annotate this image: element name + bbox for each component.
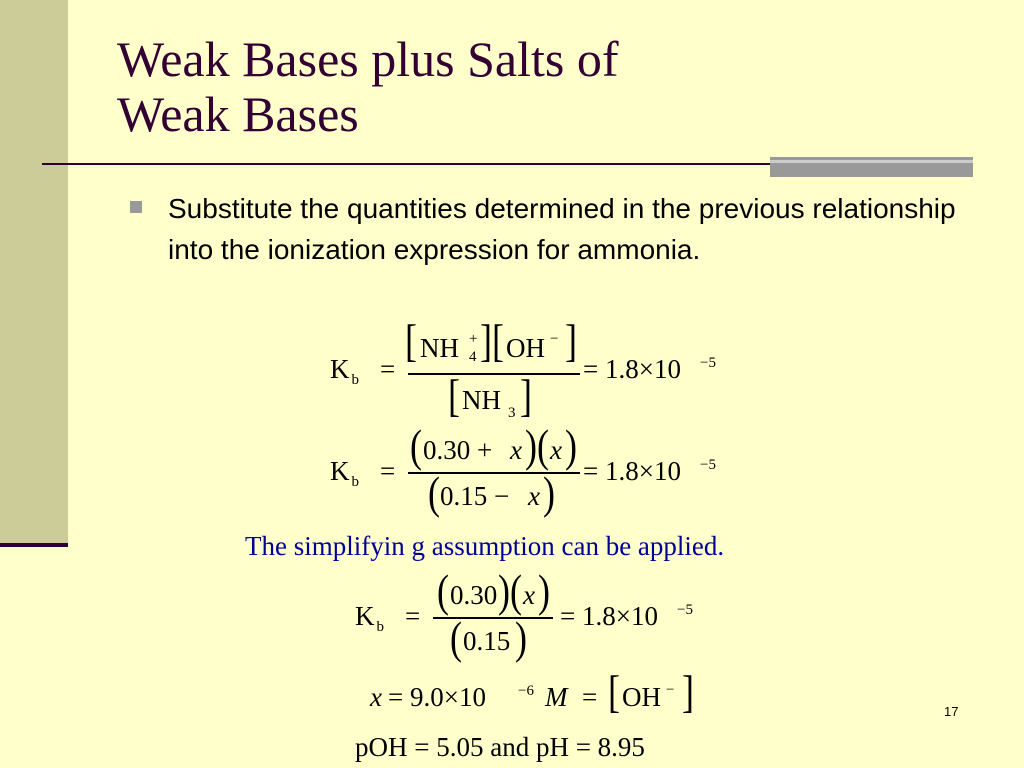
paren-close: ) bbox=[498, 566, 510, 616]
kb-exponent: −5 bbox=[677, 602, 693, 618]
assumption-note: The simplifyin g assumption can be applied. bbox=[245, 531, 725, 561]
kb-exponent: −5 bbox=[700, 355, 716, 371]
paren-open: ( bbox=[450, 613, 462, 663]
hydroxide-charge: − bbox=[666, 682, 675, 698]
kb-symbol: K $_b$ bbox=[330, 456, 359, 490]
ammonia-formula: NH bbox=[462, 385, 501, 415]
ammonia-subscript: 3 bbox=[508, 405, 516, 421]
title-line-2: Weak Bases bbox=[117, 86, 359, 142]
ammonium-subscript: 4 bbox=[469, 349, 477, 365]
fraction-bar bbox=[408, 373, 580, 375]
bracket-close: ] bbox=[480, 316, 492, 366]
molarity-unit: M bbox=[545, 682, 568, 712]
slide-number: 17 bbox=[944, 704, 959, 719]
paren-close: ) bbox=[538, 566, 550, 616]
hydroxide-charge: − bbox=[550, 331, 559, 347]
bracket-close: ] bbox=[682, 667, 694, 717]
variable-x: x bbox=[528, 481, 540, 511]
hydroxide-ion: OH bbox=[622, 682, 661, 712]
poh-ph-result: pOH = 5.05 and pH = 8.95 bbox=[355, 732, 645, 762]
paren-open: ( bbox=[510, 566, 522, 616]
hydroxide-ion: OH bbox=[506, 333, 545, 363]
kb-value: = 1.8×10 bbox=[560, 601, 658, 631]
bracket-open: [ bbox=[608, 667, 620, 717]
variable-x: x bbox=[510, 435, 522, 465]
side-accent-band bbox=[0, 0, 68, 545]
paren-close: ) bbox=[565, 421, 577, 471]
equation-kb-definition bbox=[330, 316, 750, 421]
bullet-text: Substitute the quantities determined in the previous relationship into the ionization expression for ammonia. bbox=[168, 193, 956, 265]
bracket-open: [ bbox=[448, 371, 460, 421]
kb-symbol: K $_b$ bbox=[355, 601, 384, 635]
equation-x-value bbox=[370, 667, 710, 722]
side-accent-rule bbox=[0, 543, 68, 547]
slide-title bbox=[117, 32, 877, 142]
numerator-term: 0.30 + bbox=[423, 435, 493, 465]
variable-x: x bbox=[550, 435, 562, 465]
kb-symbol: K $_b$ bbox=[330, 354, 359, 388]
paren-close: ) bbox=[525, 421, 537, 471]
bracket-close: ] bbox=[520, 371, 532, 421]
denominator-term: 0.15 bbox=[463, 626, 511, 656]
kb-value: = 1.8×10 bbox=[583, 354, 681, 384]
ammonium-ion: NH bbox=[420, 333, 459, 363]
bracket-open: [ bbox=[405, 316, 417, 366]
kb-value: = 1.8×10 bbox=[583, 456, 681, 486]
variable-x: x bbox=[523, 580, 535, 610]
ammonium-charge: + bbox=[469, 331, 478, 347]
paren-close: ) bbox=[515, 613, 527, 663]
bracket-close: ] bbox=[565, 316, 577, 366]
equation-kb-simplified bbox=[355, 566, 735, 670]
equation-kb-substituted bbox=[330, 421, 750, 525]
equals-sign: = bbox=[380, 354, 396, 384]
kb-exponent: −5 bbox=[700, 457, 716, 473]
x-exponent: −6 bbox=[518, 683, 534, 699]
paren-open: ( bbox=[410, 421, 422, 471]
numerator-term: 0.30 bbox=[450, 580, 498, 610]
equals-sign: = bbox=[380, 456, 396, 486]
paren-open: ( bbox=[428, 468, 440, 518]
paren-open: ( bbox=[437, 566, 449, 616]
paren-open: ( bbox=[537, 421, 549, 471]
denominator-term: 0.15 − bbox=[440, 481, 510, 511]
bullet-square-icon bbox=[130, 201, 142, 213]
title-accent-bar bbox=[770, 157, 973, 177]
equals-sign: = bbox=[582, 682, 598, 712]
variable-x: x bbox=[370, 682, 382, 712]
x-value: = 9.0×10 bbox=[388, 682, 486, 712]
equation-poh-ph bbox=[355, 728, 735, 764]
equals-sign: = bbox=[405, 601, 421, 631]
title-line-1: Weak Bases plus Salts of bbox=[117, 31, 619, 87]
bracket-open: [ bbox=[492, 316, 504, 366]
paren-close: ) bbox=[543, 468, 555, 518]
